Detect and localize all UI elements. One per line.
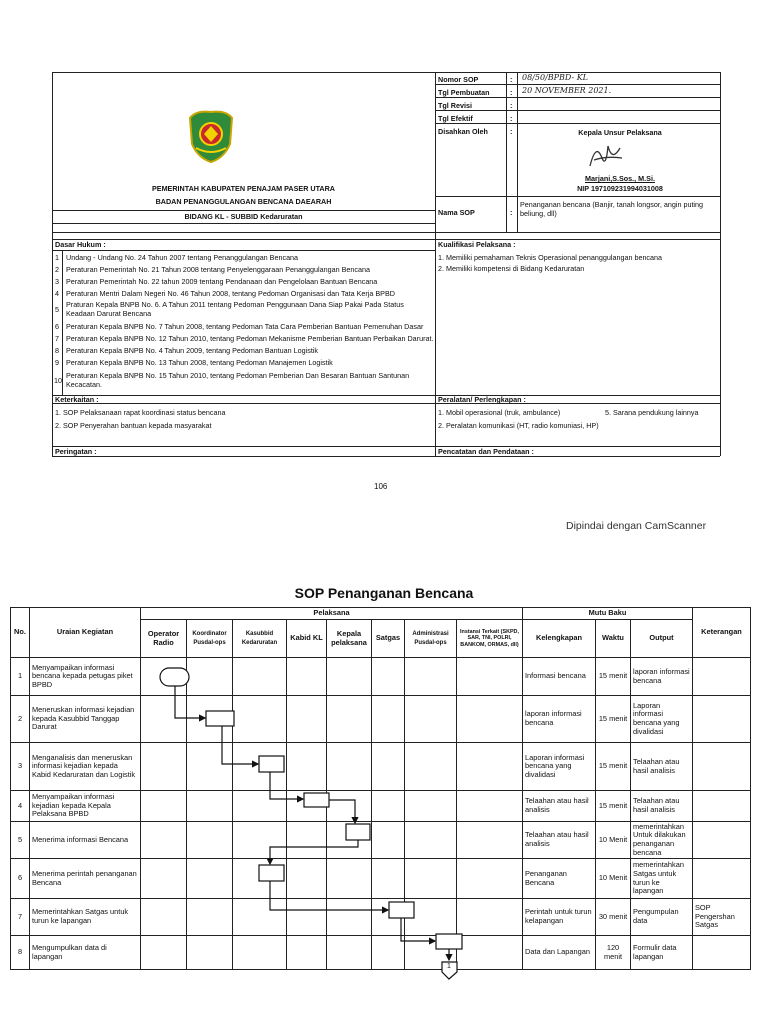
- col-waktu: Waktu: [596, 620, 631, 658]
- colon: :: [510, 88, 513, 97]
- row-keterangan: SOP Pengershan Satgas: [693, 899, 751, 936]
- dasar-hukum-item: Peraturan Kepala BNPB No. 12 Tahun 2010, tentang Pedoman Mekanisme Pemberian Bantuan Perbaikan Darurat.: [66, 334, 434, 343]
- disahkan-label: Disahkan Oleh: [438, 127, 488, 136]
- row-waktu: 10 Menit: [596, 822, 631, 859]
- col-output: Output: [631, 620, 693, 658]
- row-no: 8: [11, 936, 30, 970]
- dasar-hukum-item-cont: Keadaan Darurat Bencana: [66, 309, 152, 318]
- peralatan-item: 5. Sarana pendukung lainnya: [605, 408, 699, 417]
- dasar-hukum-no: 10: [54, 376, 62, 385]
- flow-process-box: [259, 865, 284, 881]
- dasar-hukum-no: 8: [55, 346, 59, 355]
- scanner-note: Dipindai dengan CamScanner: [566, 520, 707, 532]
- flow-arrow: [222, 726, 258, 764]
- dasar-hukum-no: 5: [55, 305, 59, 314]
- dasar-hukum-item: Praturan Kepala BNPB No. 6. A Tahun 2011 tentang Pedoman Penggunaan Dana Siap Pakai Pada Status: [66, 300, 404, 309]
- dasar-hukum-no: 6: [55, 322, 59, 331]
- dasar-hukum-item: Peraturan Pemerintah No. 21 Tahun 2008 tentang Penyelenggaraan Penanggulangan Bencana: [66, 265, 370, 274]
- col-kepala: Kepala pelaksana: [327, 620, 372, 658]
- col-kasubbid: Kasubbid Kedaruratan: [233, 620, 287, 658]
- dasar-hukum-item: Peraturan Kepala BNPB No. 15 Tahun 2010, tentang Pedoman Pemberian Dan Besaran Bantuan Santunan: [66, 371, 410, 380]
- col-keterangan: Keterangan: [693, 608, 751, 658]
- dasar-hukum-item: Peraturan Kepala BNPB No. 4 Tahun 2009, tentang Pedoman Bantuan Logistik: [66, 346, 319, 355]
- col-uraian: Uraian Kegiatan: [30, 608, 141, 658]
- dasar-hukum-item: Peraturan Kepala BNPB No. 7 Tahun 2008, tentang Pedoman Tata Cara Pemberian Bantuan Pemenuhan Dasar: [66, 322, 424, 331]
- keterkaitan-label: Keterkaitan :: [55, 395, 99, 404]
- row-no: 4: [11, 791, 30, 822]
- colon: :: [510, 101, 513, 110]
- dasar-hukum-label: Dasar Hukum :: [55, 240, 106, 249]
- flow-process-box: [389, 902, 414, 918]
- col-satgas: Satgas: [372, 620, 405, 658]
- row-uraian: Menyampaikan informasi bencana kepada petugas piket BPBD: [30, 658, 141, 696]
- dasar-hukum-no: 1: [55, 253, 59, 262]
- nama-sop-value-1: Penanganan bencana (Banjir, tanah longsor, angin puting: [520, 200, 704, 209]
- row-no: 3: [11, 743, 30, 791]
- row-output: Formulir data lapangan: [631, 936, 693, 970]
- nama-sop-value-2: beliung, dll): [520, 209, 557, 218]
- dasar-hukum-no: 4: [55, 289, 59, 298]
- tgl-pembuatan-value: 20 NOVEMBER 2021.: [522, 86, 612, 95]
- flow-arrow: [270, 840, 358, 864]
- row-uraian: Memerintahkan Satgas untuk turun ke lapangan: [30, 899, 141, 936]
- signer-name: Marjani,S.Sos., M.Si.: [585, 174, 655, 183]
- signer-title: Kepala Unsur Pelaksana: [578, 128, 662, 137]
- nama-sop-label: Nama SOP: [438, 208, 475, 217]
- row-waktu: 15 menit: [596, 696, 631, 743]
- dasar-hukum-item: Peraturan Mentri Dalam Negeri No. 46 Tahun 2008, tentang Pedoman Organisasi dan Tata Kerja BPBD: [66, 289, 395, 298]
- dasar-hukum-no: 2: [55, 265, 59, 274]
- page-number: 106: [374, 482, 388, 491]
- row-output: Telaahan atau hasil analisis: [631, 743, 693, 791]
- row-output: Telaahan atau hasil analisis: [631, 791, 693, 822]
- header-division: BIDANG KL - SUBBID Kedaruratan: [184, 212, 303, 221]
- sop-title: SOP Penanganan Bencana: [294, 585, 474, 601]
- col-operator: Operator Radio: [141, 620, 187, 658]
- row-uraian: Menerima informasi Bencana: [30, 822, 141, 859]
- nomor-sop-label: Nomor SOP: [438, 75, 479, 84]
- col-pelaksana: Pelaksana: [141, 608, 523, 620]
- row-no: 6: [11, 859, 30, 899]
- row-kelengkapan: Telaahan atau hasil analisis: [523, 791, 596, 822]
- peralatan-label: Peralatan/ Perlengkapan :: [438, 395, 526, 404]
- dasar-hukum-item: Undang - Undang No. 24 Tahun 2007 tentang Penanggulangan Bencana: [66, 253, 299, 262]
- flow-process-box: [436, 934, 462, 949]
- flow-arrow: [401, 918, 435, 941]
- header-agency-name: BADAN PENANGGULANGAN BENCANA DAEARAH: [155, 197, 332, 206]
- row-kelengkapan: Telaahan atau hasil analisis: [523, 822, 596, 859]
- row-waktu: 15 menit: [596, 743, 631, 791]
- pencatatan-label: Pencatatan dan Pendataan :: [438, 447, 534, 456]
- row-output: laporan informasi bencana: [631, 658, 693, 696]
- row-output: memerintahkan Untuk dilakukan penanganan bencana: [631, 822, 693, 859]
- dasar-hukum-no: 3: [55, 277, 59, 286]
- colon: :: [510, 114, 513, 123]
- tgl-pembuatan-label: Tgl Pembuatan: [438, 88, 490, 97]
- tgl-efektif-label: Tgl Efektif: [438, 114, 473, 123]
- row-uraian: Mengumpulkan data di lapangan: [30, 936, 141, 970]
- row-kelengkapan: Penanganan Bencana: [523, 859, 596, 899]
- row-kelengkapan: laporan informasi bencana: [523, 696, 596, 743]
- row-uraian: Menerima perintah penanganan Bencana: [30, 859, 141, 899]
- row-no: 7: [11, 899, 30, 936]
- row-no: 1: [11, 658, 30, 696]
- tgl-revisi-label: Tgl Revisi: [438, 101, 472, 110]
- row-output: memerintahkan Satgas untuk turun ke lapangan: [631, 859, 693, 899]
- keterkaitan-item: 1. SOP Pelaksanaan rapat koordinasi status bencana: [55, 408, 226, 417]
- row-kelengkapan: Informasi bencana: [523, 658, 596, 696]
- offpage-connector-label: 1: [447, 963, 451, 970]
- header-gov-name: PEMERINTAH KABUPATEN PENAJAM PASER UTARA: [151, 184, 336, 193]
- kualifikasi-label: Kualifikasi Pelaksana :: [438, 240, 516, 249]
- row-kelengkapan: Laporan informasi bencana yang divalidasi: [523, 743, 596, 791]
- flow-arrow: [175, 686, 205, 718]
- colon: :: [510, 208, 513, 217]
- row-uraian: Menganalisis dan meneruskan informasi kejadian kepada Kabid Kedaruratan dan Logistik: [30, 743, 141, 791]
- dasar-hukum-item: Peraturan Pemerintah No. 22 tahun 2009 tentang Pendanaan dan Pengelolaan Bantuan Bencana: [66, 277, 378, 286]
- col-kelengkapan: Kelengkapan: [523, 620, 596, 658]
- flow-arrow: [270, 881, 388, 910]
- dasar-hukum-item-cont: Kecacatan.: [66, 380, 102, 389]
- dasar-hukum-item: Peraturan Kepala BNPB No. 13 Tahun 2008, tentang Pedoman Manajemen Logistik: [66, 358, 333, 367]
- col-kabid: Kabid KL: [287, 620, 327, 658]
- flow-process-box: [346, 824, 370, 840]
- kualifikasi-item: 2. Memiliki kompetensi di Bidang Kedaruratan: [438, 264, 585, 273]
- peralatan-item: 1. Mobil operasional (truk, ambulance): [438, 408, 561, 417]
- row-no: 5: [11, 822, 30, 859]
- flow-process-box: [259, 756, 284, 772]
- keterkaitan-item: 2. SOP Penyerahan bantuan kepada masyarakat: [55, 421, 212, 430]
- flow-start-terminator: [160, 668, 189, 686]
- peringatan-label: Peringatan :: [55, 447, 97, 456]
- col-instansi: Instansi Terkait (SKPD, SAR, TNI, POLRI, BANKOM, ORMAS, dll): [457, 620, 523, 658]
- row-output: Pengumpulan data: [631, 899, 693, 936]
- col-koordinator: Koordinator Pusdal-ops: [187, 620, 233, 658]
- row-waktu: 15 menit: [596, 658, 631, 696]
- col-mutu: Mutu Baku: [523, 608, 693, 620]
- flow-process-box: [206, 711, 234, 726]
- row-kelengkapan: Perintah untuk turun kelapangan: [523, 899, 596, 936]
- nomor-sop-value: 08/50/BPBD- KL: [522, 73, 588, 82]
- peralatan-item: 2. Peralatan komunikasi (HT, radio komuniasi, HP): [438, 421, 599, 430]
- colon: :: [510, 127, 513, 136]
- row-waktu: 120 menit: [596, 936, 631, 970]
- kualifikasi-item: 1. Memiliki pemahaman Teknis Operasional penanggulangan bencana: [438, 253, 663, 262]
- row-uraian: Menyampaikan informasi kejadian kepada Kepala Pelaksana BPBD: [30, 791, 141, 822]
- flow-arrow: [329, 800, 355, 823]
- colon: :: [510, 75, 513, 84]
- row-waktu: 10 Menit: [596, 859, 631, 899]
- row-kelengkapan: Data dan Lapangan: [523, 936, 596, 970]
- col-no: No.: [11, 608, 30, 658]
- flow-process-box: [304, 793, 329, 807]
- row-uraian: Meneruskan informasi kejadian kepada Kasubbid Tanggap Darurat: [30, 696, 141, 743]
- signer-nip: NIP 197109231994031008: [577, 184, 663, 193]
- row-no: 2: [11, 696, 30, 743]
- flow-arrow: [270, 772, 303, 799]
- col-administrasi: Administrasi Pusdal-ops: [405, 620, 457, 658]
- row-waktu: 15 menit: [596, 791, 631, 822]
- row-output: Laporan informasi bencana yang divalidasi: [631, 696, 693, 743]
- dasar-hukum-no: 7: [55, 334, 59, 343]
- row-waktu: 30 menit: [596, 899, 631, 936]
- dasar-hukum-no: 9: [55, 358, 59, 367]
